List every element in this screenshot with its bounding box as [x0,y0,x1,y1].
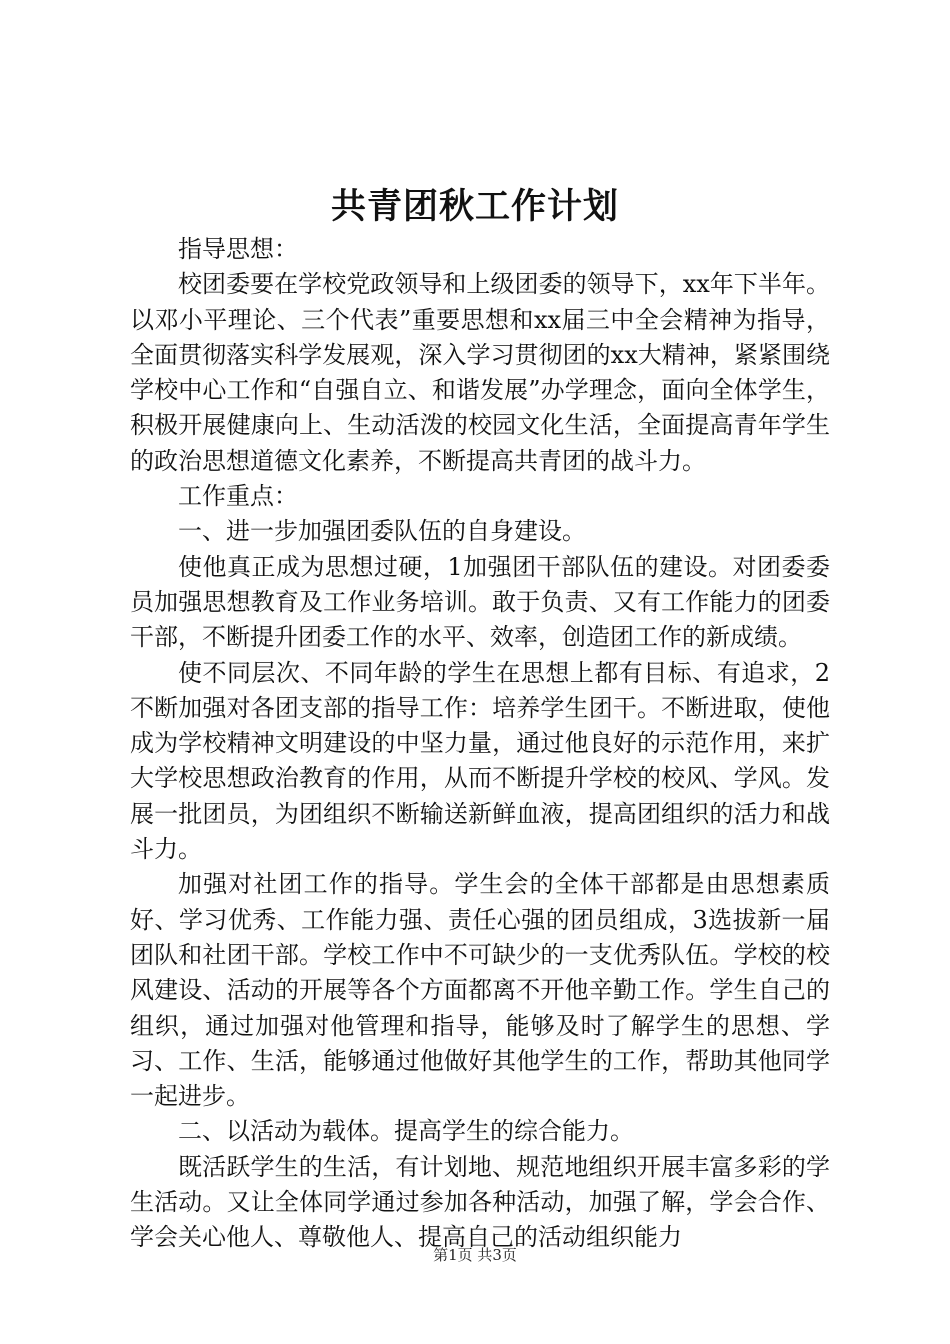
paragraph-guiding-heading: 指导思想： [178,235,298,263]
paragraph-section-one-heading: 一、进一步加强团委队伍的自身建设。 [178,517,586,546]
paragraph-guiding-content: 校团委要在学校党政领导和上级团委的领导下，xx年下半年。以邓小平理论、三个代表”重要思想和xx届三中全会精神为指导，全面贯彻落实科学发展观，深入学习贯彻团的xx大精神，紧紧围绕学校中心工作和“自强自立、和谐发展”办学理念，面向全体学生，积极开展健康向上、生动活泼的校园文化生活，全面提高青年学生的政治思想道德文化素养，不断提高共青团的战斗力。 [130,270,830,475]
document-title: 共青团秋工作计划 [330,186,619,227]
page-number-footer: 第1页 共3页 [433,1246,517,1264]
document-body [130,232,830,1256]
paragraph-section-two-heading: 二、以活动为载体。提高学生的综合能力。 [178,1117,634,1146]
paragraph-cadre-building: 使他真正成为思想过硬，1加强团干部队伍的建设。对团委委员加强思想教育及工作业务培训。敢于负责、又有工作能力的团委干部，不断提升团委工作的水平、效率，创造团工作的新成绩。 [130,552,830,652]
paragraph-society-guidance: 加强对社团工作的指导。学生会的全体干部都是由思想素质好、学习优秀、工作能力强、责任心强的团员组成，3选拔新一届团队和社团干部。学校工作中不可缺少的一支优秀队伍。学校的校风建设、活动的开展等各个方面都离不开他辛勤工作。学生自己的组织，通过加强对他管理和指导，能够及时了解学生的思想、学习、工作、生活，能够通过他做好其他学生的工作，帮助其他同学一起进步。 [130,870,830,1111]
paragraph-activities: 既活跃学生的生活，有计划地、规范地组织开展丰富多彩的学生活动。又让全体同学通过参加各种活动，加强了解，学会合作、学会关心他人、尊敬他人、提高自己的活动组织能力 [130,1152,830,1252]
paragraph-focus-heading: 工作重点： [178,482,298,511]
paragraph-branch-guidance: 使不同层次、不同年龄的学生在思想上都有目标、有追求，2不断加强对各团支部的指导工作：培养学生团干。不断进取，使他成为学校精神文明建设的中坚力量，通过他良好的示范作用，来扩大学校思想政治教育的作用，从而不断提升学校的校风、学风。发展一批团员，为团组织不断输送新鲜血液，提高团组织的活力和战斗力。 [130,658,830,864]
